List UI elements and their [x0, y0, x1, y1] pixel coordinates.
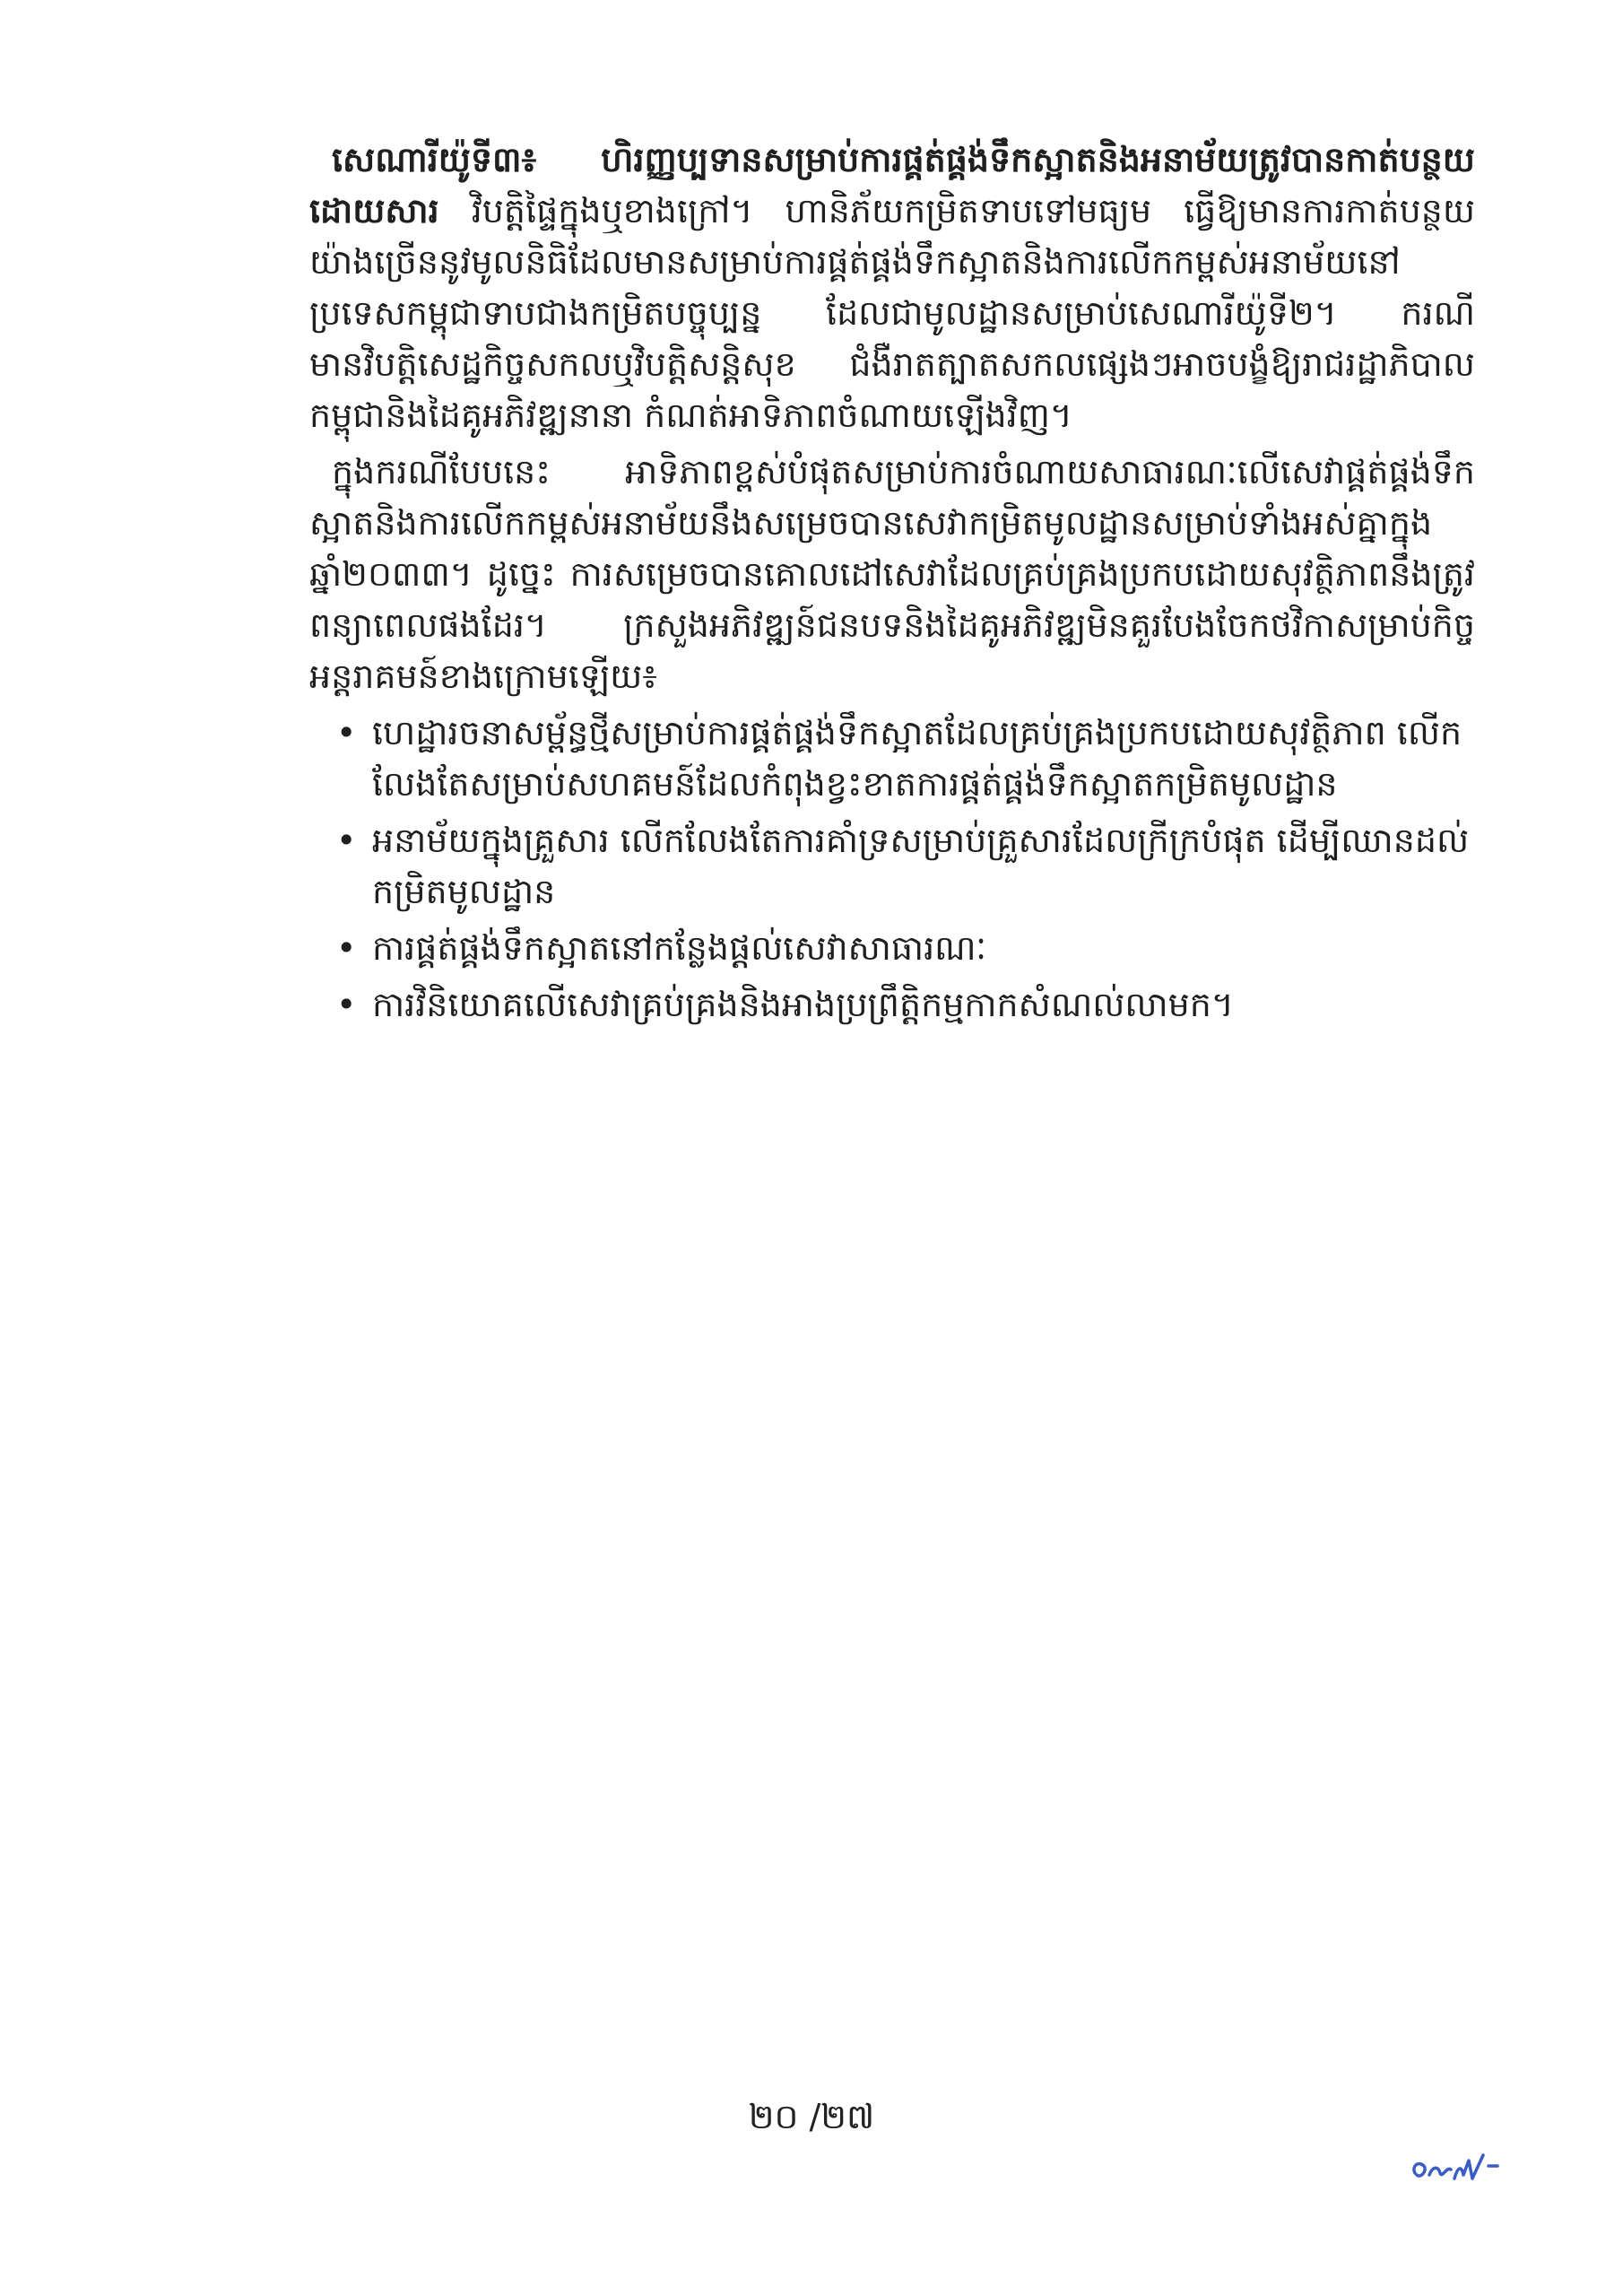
bullet-list — [309, 708, 1475, 1031]
list-item — [336, 979, 1475, 1031]
paragraph-priorities: ក្នុងករណីបែបនេះ អាទិភាពខ្ពស់បំផុតសម្រាប់ការចំណាយសាធារណៈលើសេវាផ្គត់ផ្គង់ទឹកស្អាតនិងការលើកកម្ពស់អនាម័យនឹងសម្រេចបានសេវាកម្រិតមូលដ្ឋានសម្រាប់ទាំងអស់គ្នាក្នុងឆ្នាំ២០៣៣។ ដូច្នេះ ការសម្រេចបានគោលដៅសេវាដែលគ្រប់គ្រងប្រកបដោយសុវត្ថិភាពនឹងត្រូវពន្យាពេលផងដែរ។ ក្រសួងអភិវឌ្ឍន៍ជនបទនិងដៃគូអភិវឌ្ឍមិនគួរបែងចែកថវិកាសម្រាប់កិច្ចអន្តរាគមន៍ខាងក្រោមឡើយ៖ — [309, 452, 1475, 696]
scenario-heading: សេណារីយ៉ូទី៣៖ ហិរញ្ញប្បទានសម្រាប់ការផ្គត់ផ្គង់ទឹកស្អាតនិងអនាម័យត្រូវបានកាត់បន្ថយ ដោយសារ — [309, 140, 1475, 230]
list-item-text: ហេដ្ឋារចនាសម្ព័ន្ធថ្មីសម្រាប់ការផ្គត់ផ្គង់ទឹកស្អាតដែលគ្រប់គ្រងប្រកបដោយសុវត្ថិភាព លើកលែងតែសម្រាប់សហគមន៍ដែលកំពុងខ្វះខាតការផ្គត់ផ្គង់ទឹកស្អាតកម្រិតមូលដ្ឋាន — [372, 713, 1462, 804]
bullet-icon: • — [336, 928, 357, 968]
page-number: ២០ /២៧ — [748, 2097, 875, 2136]
list-item-text: អនាម័យក្នុងគ្រួសារ លើកលែងតែការគាំទ្រសម្រាប់គ្រួសារដែលក្រីក្របំផុត ដើម្បីឈានដល់កម្រិតមូលដ្ឋាន — [372, 821, 1470, 911]
bullet-icon: • — [336, 985, 357, 1024]
list-item-text: ការផ្គត់ផ្គង់ទឹកស្អាតនៅកន្លែងផ្តល់សេវាសាធារណៈ — [372, 928, 987, 968]
handwritten-initials-icon — [1408, 2139, 1533, 2193]
bullet-icon: • — [336, 821, 357, 860]
bullet-icon: • — [336, 713, 357, 752]
document-body — [309, 135, 1475, 1036]
list-item-text: ការវិនិយោគលើសេវាគ្រប់គ្រងនិងអាងប្រព្រឹត្តិកម្មកាកសំណល់លាមក។ — [372, 985, 1234, 1024]
scenario-text: វិបត្តិផ្ទៃក្នុងឬខាងក្រៅ។ ហានិភ័យកម្រិតទាបទៅមធ្យម ធ្វើឱ្យមានការកាត់បន្ថយយ៉ាងច្រើននូវមូលនិធិដែលមានសម្រាប់ការផ្គត់ផ្គង់ទឹកស្អាតនិងការលើកកម្ពស់អនាម័យនៅប្រទេសកម្ពុជាទាបជាងកម្រិតបច្ចុប្បន្ន ដែលជាមូលដ្ឋានសម្រាប់សេណារីយ៉ូទី២។ ករណីមានវិបត្តិសេដ្ឋកិច្ចសកលឬវិបត្តិសន្តិសុខ ជំងឺរាតត្បាតសកលផ្សេងៗអាចបង្ខំឱ្យរាជរដ្ឋាភិបាលកម្ពុជានិងដៃគូអភិវឌ្ឍនានា កំណត់អាទិភាពចំណាយឡើងវិញ។ — [309, 191, 1475, 435]
paragraph-scenario-3 — [309, 135, 1475, 441]
list-item — [336, 815, 1475, 918]
list-item — [336, 923, 1475, 974]
list-item — [336, 708, 1475, 810]
